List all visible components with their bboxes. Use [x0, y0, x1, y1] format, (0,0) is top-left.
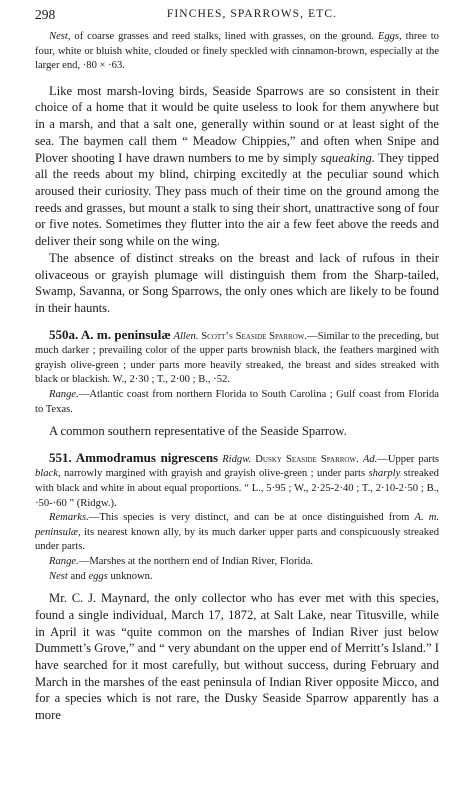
- species-551-range: [35, 555, 439, 570]
- range-text-551: —Marshes at the northern end of Indian River, Florida.: [78, 556, 314, 568]
- squeaking-word: squeaking.: [320, 150, 375, 165]
- species-550a-range: [35, 388, 439, 417]
- nest-label-551: Nest: [49, 570, 68, 582]
- desc-part-b: narrowly margined with grayish and grayish olive-green ; under parts: [60, 468, 369, 480]
- eggs-text: three to four, white or bluish white, clouded or finely speckled with cinnamon-brown, especially at the larger end, ·80 × ·63.: [35, 31, 439, 72]
- absence-paragraph: The absence of distinct streaks on the breast and lack of rufous in their olivaceous or grayish plumage will distinguish them from the Sharp-tailed, Swamp, Savanna, or Song Sparrows, the only ones which are likely to be found in their haunts.: [35, 250, 439, 315]
- species-551-nest: [35, 570, 439, 585]
- nest-text-551: unknown.: [107, 570, 153, 582]
- marsh-text-a: Like most marsh-loving birds, Seaside Sparrows are so consistent in their choice of a home that it would be quite useless to look for them anywhere but in a marsh, and that a salt one, generally within sound or at least sight of the sea. The baymen call them “ Meadow Chippies,” and often when Snipe and Plover shooting I have drawn numbers to me by simply: [35, 83, 439, 165]
- eggs-label-551: eggs: [88, 570, 108, 582]
- species-550a-authority: Allen.: [173, 330, 199, 342]
- desc-part-a: —Upper parts: [377, 453, 440, 465]
- desc-part-c: streaked with black and white in about equal proportions. “ L., 5·95 ; W., 2·25-2·40 ; T., 2·10-2·50 ; B., ·50-·60 ” (Ridgw.).: [35, 468, 439, 509]
- nest-eggs-paragraph: [35, 30, 439, 74]
- species-551-common-name: Dusky Seaside Sparrow.: [255, 453, 359, 465]
- nest-text: of coarse grasses and reed stalks, lined with grasses, on the ground.: [70, 31, 374, 42]
- species-550a-heading: 550a. A. m. peninsulæ: [49, 326, 171, 342]
- marsh-text-b: They tipped all the reeds about my blind, chirping excitedly at the peculiar sound which aroused their curiosity. They pass much of their time on the ground among the reeds and grasses, but mount a stalk to sing their short, unattractive song of four or five notes. Sometimes they flutter into the air a few feet above the reeds and deliver their song while on the wing.: [35, 150, 439, 249]
- range-label: Range.: [49, 389, 79, 400]
- species-551-remarks: [35, 511, 439, 555]
- page-header: [35, 0, 439, 30]
- remarks-part-b: its nearest known ally, by its much darker upper parts and conspicuously streaked under parts.: [35, 526, 439, 553]
- sharply-word: sharply: [368, 468, 401, 480]
- maynard-paragraph: Mr. C. J. Maynard, the only collector who has ever met with this species, found a single individual, March 17, 1872, at Salt Lake, near Titusville, while in April it was “quite common on the marshes of Indian River just below Dummett’s Grove,” and “ very abundant on the upper end of Merritt’s Island.” I have searched for it most carefully, but without success, during February and March in the marshes of the east peninsula of Indian River opposite Micco, and for a species which is not rare, the Dusky Seaside Sparrow apparently has a more: [35, 591, 439, 723]
- eggs-label: Eggs,: [377, 31, 402, 42]
- page-number: 298: [35, 7, 56, 22]
- species-551-authority: Ridgw.: [222, 453, 252, 465]
- nest-and: and: [67, 570, 89, 582]
- range-text: —Atlantic coast from northern Florida to South Carolina ; Gulf coast from Florida to Texas.: [35, 389, 439, 415]
- remarks-species: A. m. peninsulæ,: [35, 512, 439, 538]
- species-550a-note: A common southern representative of the Seaside Sparrow.: [49, 424, 347, 439]
- black-word: black,: [35, 468, 61, 480]
- remarks-label: Remarks.: [49, 512, 89, 524]
- range-label-551: Range.: [49, 556, 79, 568]
- species-551-entry: [35, 451, 439, 511]
- marsh-paragraph: [35, 83, 439, 250]
- species-551-heading: 551. Ammodramus nigrescens: [49, 449, 219, 465]
- species-550a-entry: [35, 328, 439, 388]
- species-550a-description: —Similar to the preceding, but much darker ; prevailing color of the upper parts brownish black, the feathers margined with grayish olive-green ; under parts more heavily streaked, the breast and sides streaked with black or blackish. W., 2·30 ; T., 2·00 ; B., ·52.: [35, 330, 439, 386]
- running-head: FINCHES, SPARROWS, ETC.: [166, 8, 338, 20]
- nest-label: Nest,: [49, 31, 71, 42]
- species-550a-common-name: Scott’s Seaside Sparrow.: [201, 330, 308, 342]
- remarks-part-a: —This species is very distinct, and can be at once distinguished from: [88, 512, 415, 524]
- ad-label: Ad.: [362, 453, 378, 465]
